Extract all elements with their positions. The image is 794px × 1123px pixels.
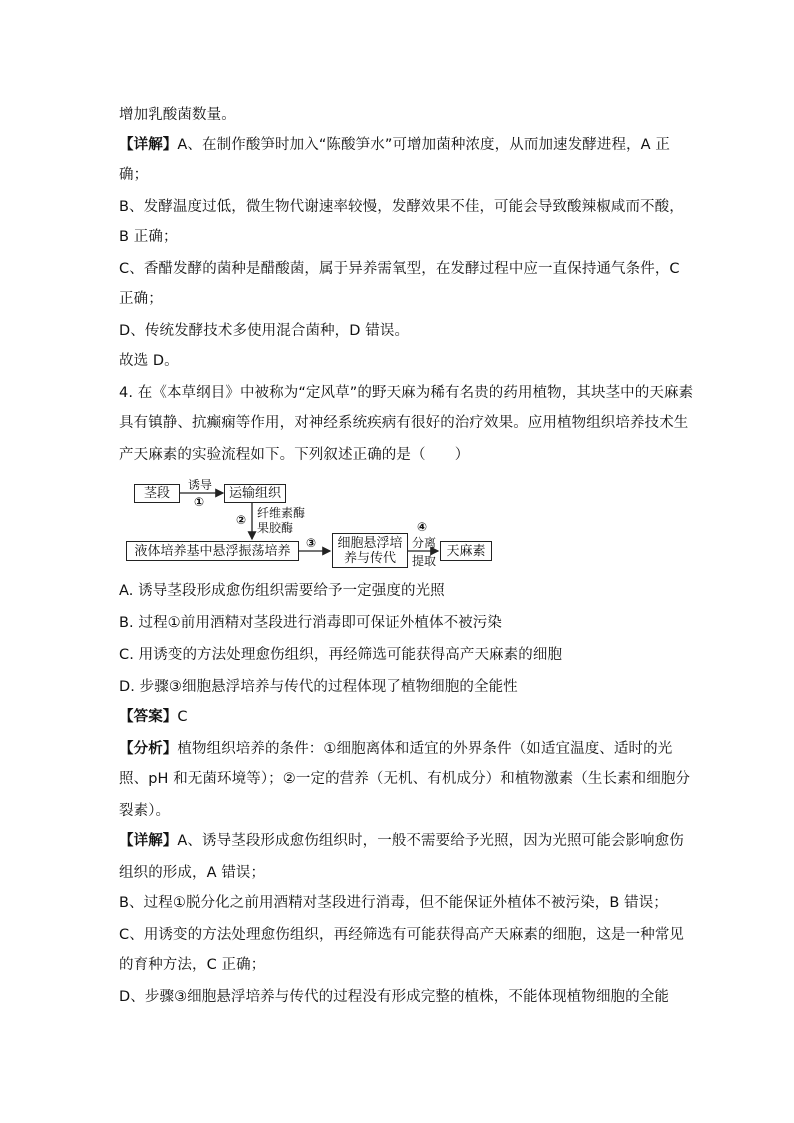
step2-enzyme-2: 果胶酶 — [257, 521, 294, 535]
text-line: 故选 D。 — [119, 353, 179, 369]
detail-line: 【详解】A、诱导茎段形成愈伤组织时，一般不需要给予光照，因为光照可能会影响愈伤 — [119, 833, 684, 849]
step4-extract: 提取 — [412, 554, 437, 568]
box-vascular-tissue: 运输组织 — [224, 484, 286, 503]
text-line: 【详解】A、在制作酸笋时加入“陈酸笋水”可增加菌种浓度，从而加速发酵进程，A 正 — [119, 137, 670, 153]
question-4-stem: 4. 在《本草纲目》中被称为“定风草”的野天麻为稀有名贵的药用植物，其块茎中的天麻素 — [119, 385, 694, 401]
text-line: 裂素）。 — [119, 803, 171, 819]
text-line: D、步骤③细胞悬浮培养与传代的过程没有形成完整的植株，不能体现植物细胞的全能 — [119, 989, 669, 1005]
step1-number: ① — [194, 495, 205, 509]
box-liquid-suspension-culture: 液体培养基中悬浮振荡培养 — [126, 541, 299, 561]
text-line: B、发酵温度过低，微生物代谢速率较慢，发酵效果不佳，可能会导致酸辣椒咸而不酸， — [119, 199, 684, 215]
option-b: B. 过程①前用酒精对茎段进行消毒即可保证外植体不被污染 — [119, 615, 502, 631]
text-line: C、用诱变的方法处理愈伤组织，再经筛选有可能获得高产天麻素的细胞，这是一种常见 — [119, 927, 685, 943]
question-4-stem: 产天麻素的实验流程如下。下列叙述正确的是（ ） — [119, 447, 470, 463]
flow-diagram — [126, 478, 506, 570]
text-line: 组织的形成，A 错误； — [119, 865, 266, 881]
step3-number: ③ — [306, 536, 317, 550]
option-a: A. 诱导茎段形成愈伤组织需要给予一定强度的光照 — [119, 583, 445, 599]
text-line: 正确； — [119, 291, 163, 307]
step4-separate: 分离 — [412, 536, 437, 550]
text-line: 确； — [119, 167, 149, 183]
analysis-line: 【分析】植物组织培养的条件：①细胞离体和适宜的外界条件（如适宜温度、适时的光 — [119, 741, 673, 757]
text-line: 增加乳酸菌数量。 — [119, 107, 236, 123]
answer-tag: 【答案】 — [119, 709, 178, 725]
text-line: 的育种方法，C 正确； — [119, 957, 266, 973]
box-gastrodin: 天麻素 — [440, 541, 492, 561]
detail-tag: 【详解】 — [119, 137, 178, 153]
text-line: C、香醋发酵的菌种是醋酸菌，属于异养需氧型，在发酵过程中应一直保持通气条件，C — [119, 261, 680, 277]
text-line: B 正确； — [119, 229, 178, 245]
step4-number: ④ — [417, 520, 428, 534]
analysis-tag: 【分析】 — [119, 741, 178, 757]
box-stem-segment: 茎段 — [134, 484, 180, 503]
step2-enzyme-1: 纤维素酶 — [257, 506, 306, 520]
step2-number: ② — [236, 513, 247, 527]
text-line: D、传统发酵技术多使用混合菌种，D 错误。 — [119, 323, 410, 339]
option-d: D. 步骤③细胞悬浮培养与传代的过程体现了植物细胞的全能性 — [119, 679, 518, 695]
text-line: B、过程①脱分化之前用酒精对茎段进行消毒，但不能保证外植体不被污染，B 错误； — [119, 895, 668, 911]
text-line: 照、pH 和无菌环境等）；②一定的营养（无机、有机成分）和植物激素（生长素和细胞分 — [119, 771, 691, 787]
step1-label: 诱导 — [188, 478, 213, 492]
answer-line: 【答案】C — [119, 709, 188, 725]
detail-tag: 【详解】 — [119, 833, 178, 849]
question-4-stem: 具有镇静、抗癫痫等作用，对神经系统疾病有很好的治疗效果。应用植物组织培养技术生 — [119, 415, 689, 431]
box-cell-suspension-subculture: 细胞悬浮培 养与传代 — [332, 533, 408, 568]
option-c: C. 用诱变的方法处理愈伤组织，再经筛选可能获得高产天麻素的细胞 — [119, 647, 563, 663]
